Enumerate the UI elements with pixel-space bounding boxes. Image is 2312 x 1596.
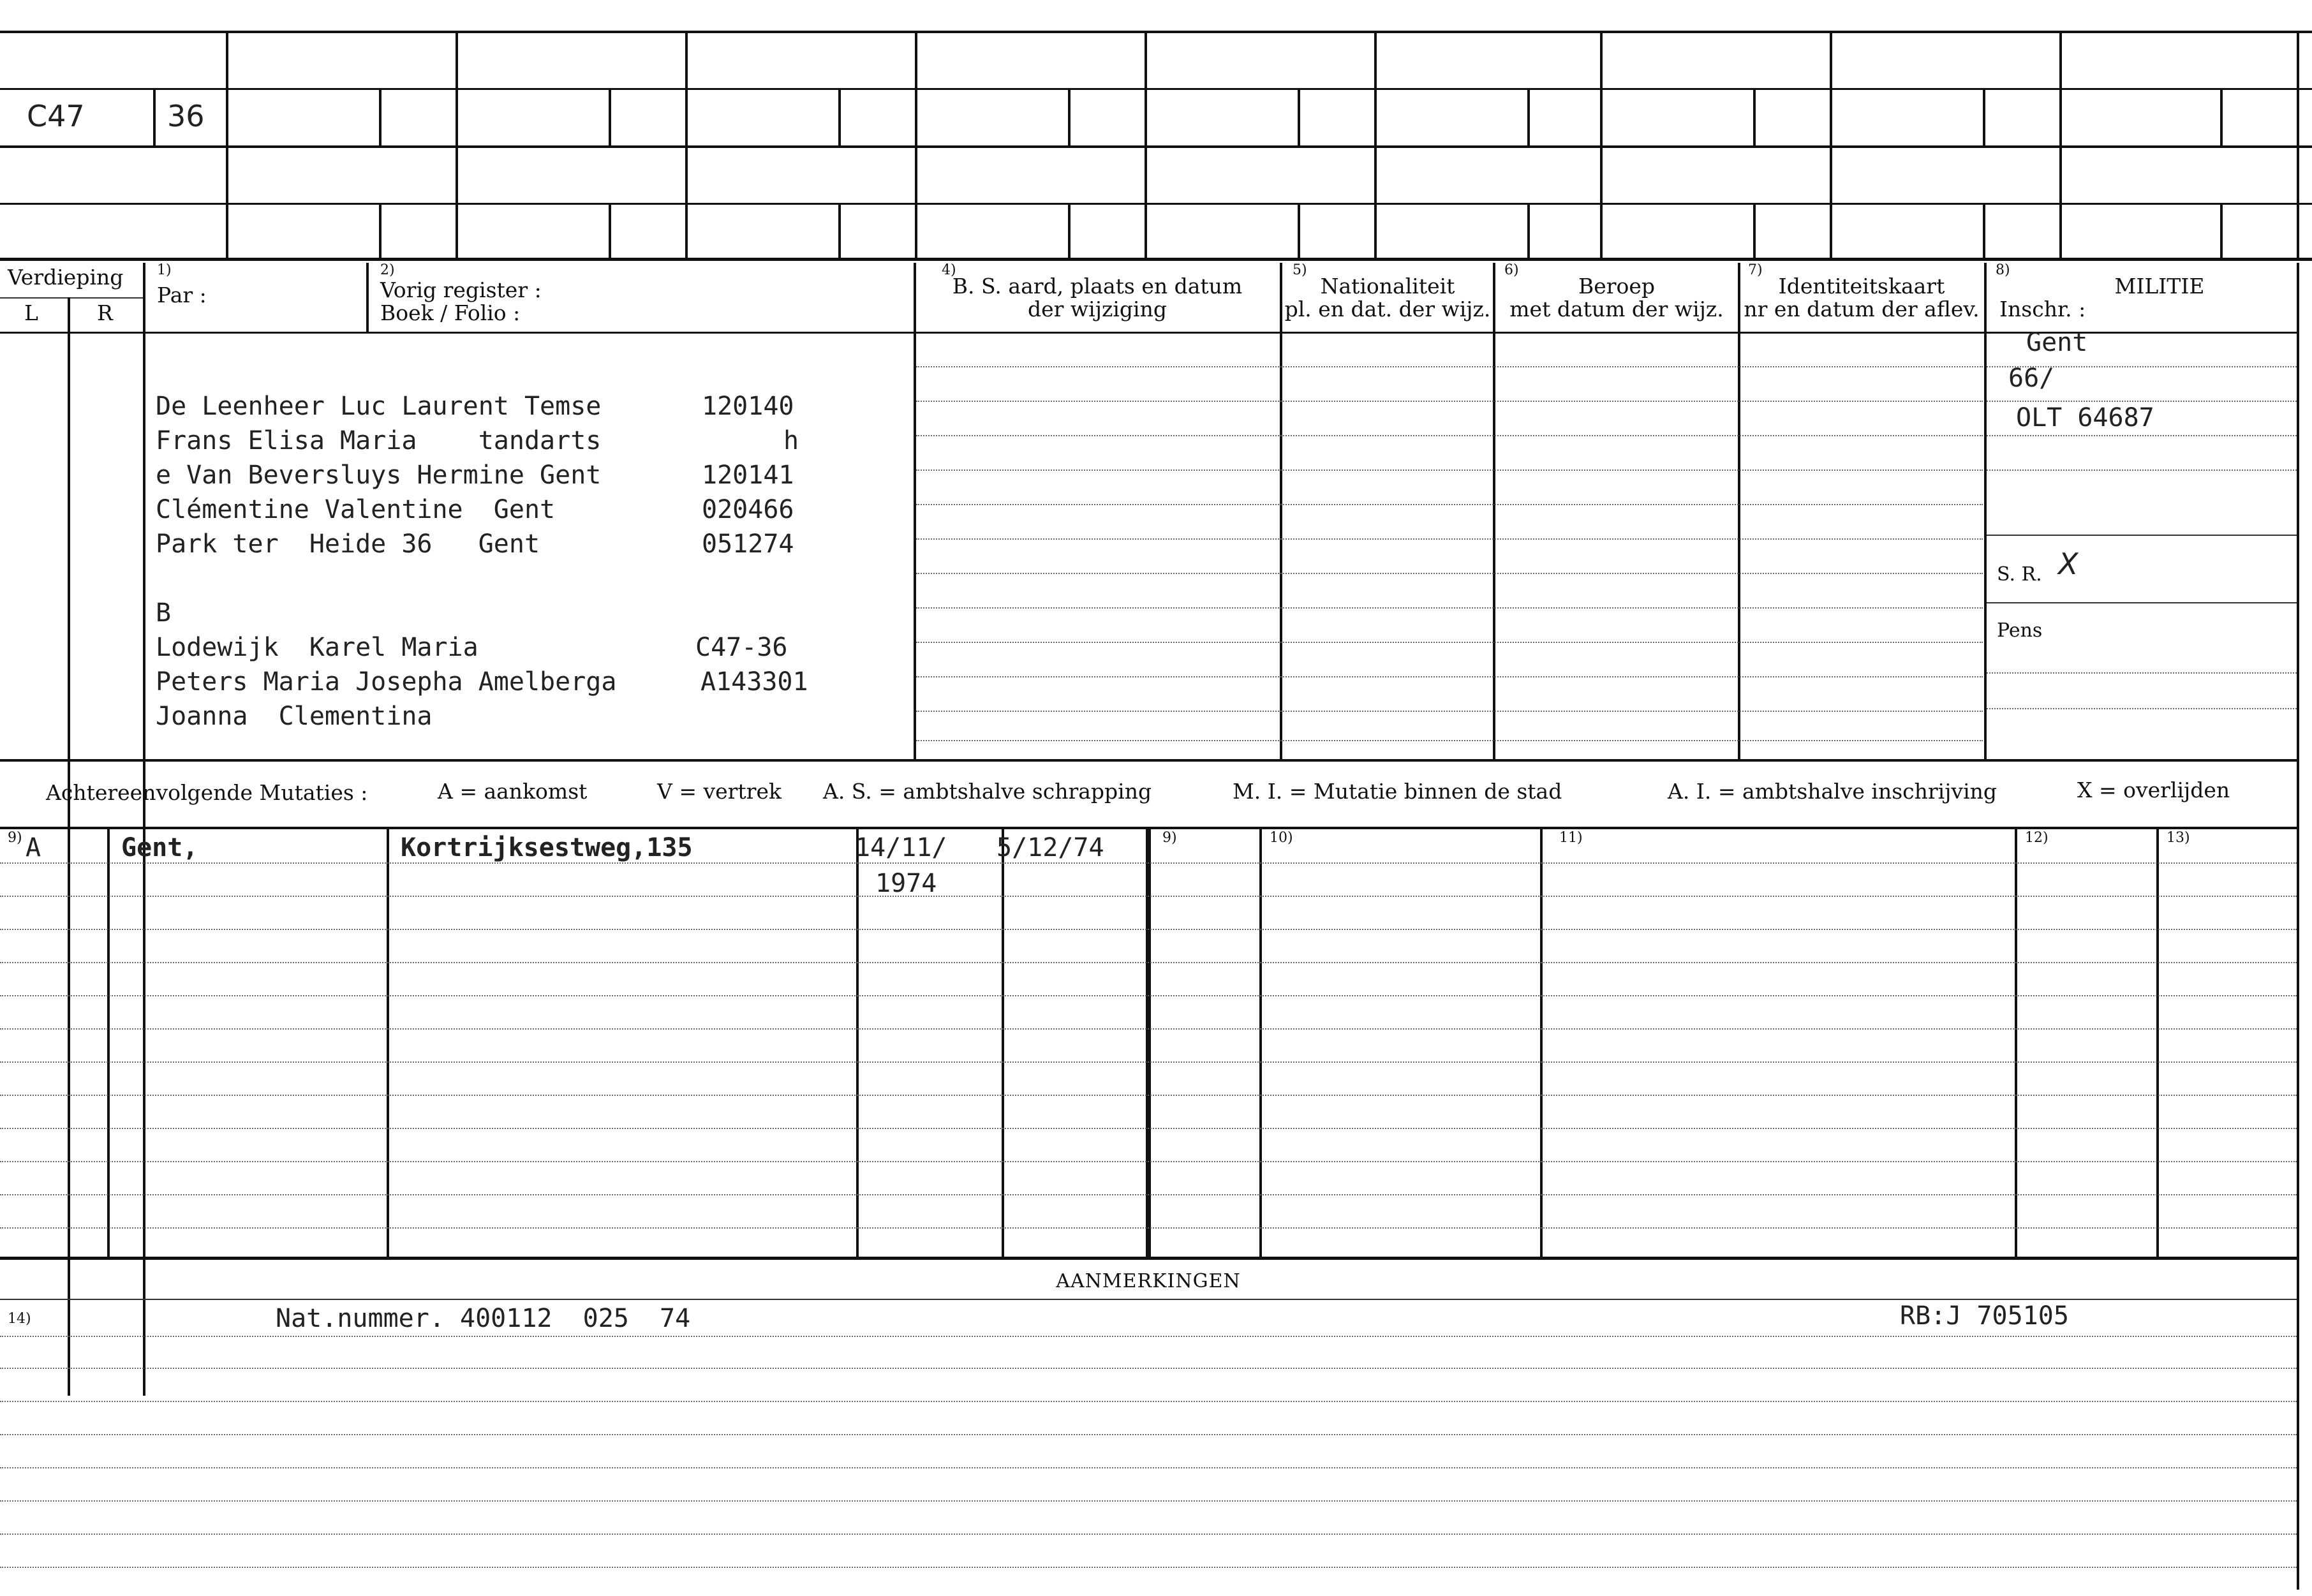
right-label: R [97, 300, 113, 325]
mutation-city: Gent, [121, 833, 198, 862]
person-line: Lodewijk Karel Maria [156, 633, 478, 662]
vorig-register-label: Vorig register : [380, 277, 542, 302]
person-code: A143301 [700, 667, 808, 697]
col9-num: 9) [8, 830, 22, 846]
mutation-date: 14/11/ [855, 833, 947, 862]
person-line: Peters Maria Josepha Amelberga [156, 667, 617, 697]
person-line: e Van Beversluys Hermine Gent [156, 461, 602, 490]
person-code: 051274 [702, 529, 794, 559]
person-code: 120141 [702, 461, 794, 490]
col9-num-b: 9) [1162, 830, 1177, 846]
col5-title: Nationaliteit [1320, 274, 1455, 299]
col4-title: B. S. aard, plaats en datum [952, 274, 1243, 299]
col5-subtitle: pl. en dat. der wijz. [1284, 297, 1491, 321]
col13-num: 13) [2167, 830, 2190, 846]
person-line: Park ter Heide 36 Gent [156, 529, 540, 559]
person-code: 120140 [702, 392, 794, 421]
col12-num: 12) [2025, 830, 2049, 846]
sr-mark: X [2058, 547, 2079, 581]
legend-overlijden: X = overlijden [2077, 778, 2230, 802]
mutation-type: A [26, 833, 41, 862]
person-line: Clémentine Valentine Gent [156, 495, 556, 524]
person-code: 020466 [702, 495, 794, 524]
mutation-date-2: 5/12/74 [997, 833, 1104, 862]
col7-subtitle: nr en datum der aflev. [1744, 297, 1980, 321]
col2-num: 2) [380, 262, 395, 278]
boek-folio-label: Boek / Folio : [380, 300, 521, 325]
col14-num: 14) [8, 1311, 31, 1327]
person-line: Frans Elisa Maria tandarts [156, 426, 602, 455]
national-number: Nat.nummer. 400112 025 74 [276, 1304, 691, 1333]
militie-city: Gent [2026, 328, 2088, 357]
legend-inschrijving: A. I. = ambtshalve inschrijving [1668, 779, 1997, 804]
legend-mutatie: M. I. = Mutatie binnen de stad [1233, 779, 1562, 804]
militie-unit: OLT 64687 [2016, 403, 2154, 432]
verdieping-label: Verdieping [8, 265, 124, 290]
col4-num: 4) [942, 262, 956, 278]
inschr-label: Inschr. : [1999, 297, 2086, 321]
col8-num: 8) [1996, 262, 2010, 278]
col4-subtitle: der wijziging [1028, 297, 1167, 321]
legend-vertrek: V = vertrek [657, 779, 782, 804]
remarks-title: AANMERKINGEN [1056, 1270, 1241, 1292]
grid-number: 36 [167, 99, 205, 133]
col11-num: 11) [1559, 830, 1583, 846]
mutation-street: Kortrijksestweg,135 [401, 833, 693, 862]
col5-num: 5) [1293, 262, 1307, 278]
col6-num: 6) [1504, 262, 1519, 278]
col1-num: 1) [157, 262, 172, 278]
col6-subtitle: met datum der wijz. [1509, 297, 1724, 321]
legend-aankomst: A = aankomst [438, 779, 588, 804]
pens-label: Pens [1997, 619, 2043, 642]
col7-title: Identiteitskaart [1778, 274, 1945, 299]
person-line: B [156, 598, 172, 628]
grid-code: C47 [27, 99, 85, 133]
mutation-year: 1974 [875, 869, 937, 898]
legend-title: Achtereenvolgende Mutaties : [46, 780, 368, 805]
col6-title: Beroep [1578, 274, 1656, 299]
person-code: C47-36 [695, 633, 788, 662]
person-line: De Leenheer Luc Laurent Temse [156, 392, 602, 421]
militie-title: MILITIE [2114, 274, 2205, 299]
person-code: h [783, 426, 799, 455]
sr-label: S. R. [1997, 563, 2042, 586]
militie-number: 66/ [2008, 364, 2055, 393]
col10-num: 10) [1270, 830, 1293, 846]
left-label: L [24, 300, 38, 325]
person-line: Joanna Clementina [156, 702, 433, 731]
par-label: Par : [157, 283, 207, 307]
col7-num: 7) [1748, 262, 1763, 278]
rb-number: RB:J 705105 [1900, 1301, 2069, 1331]
legend-schrapping: A. S. = ambtshalve schrapping [823, 779, 1152, 804]
